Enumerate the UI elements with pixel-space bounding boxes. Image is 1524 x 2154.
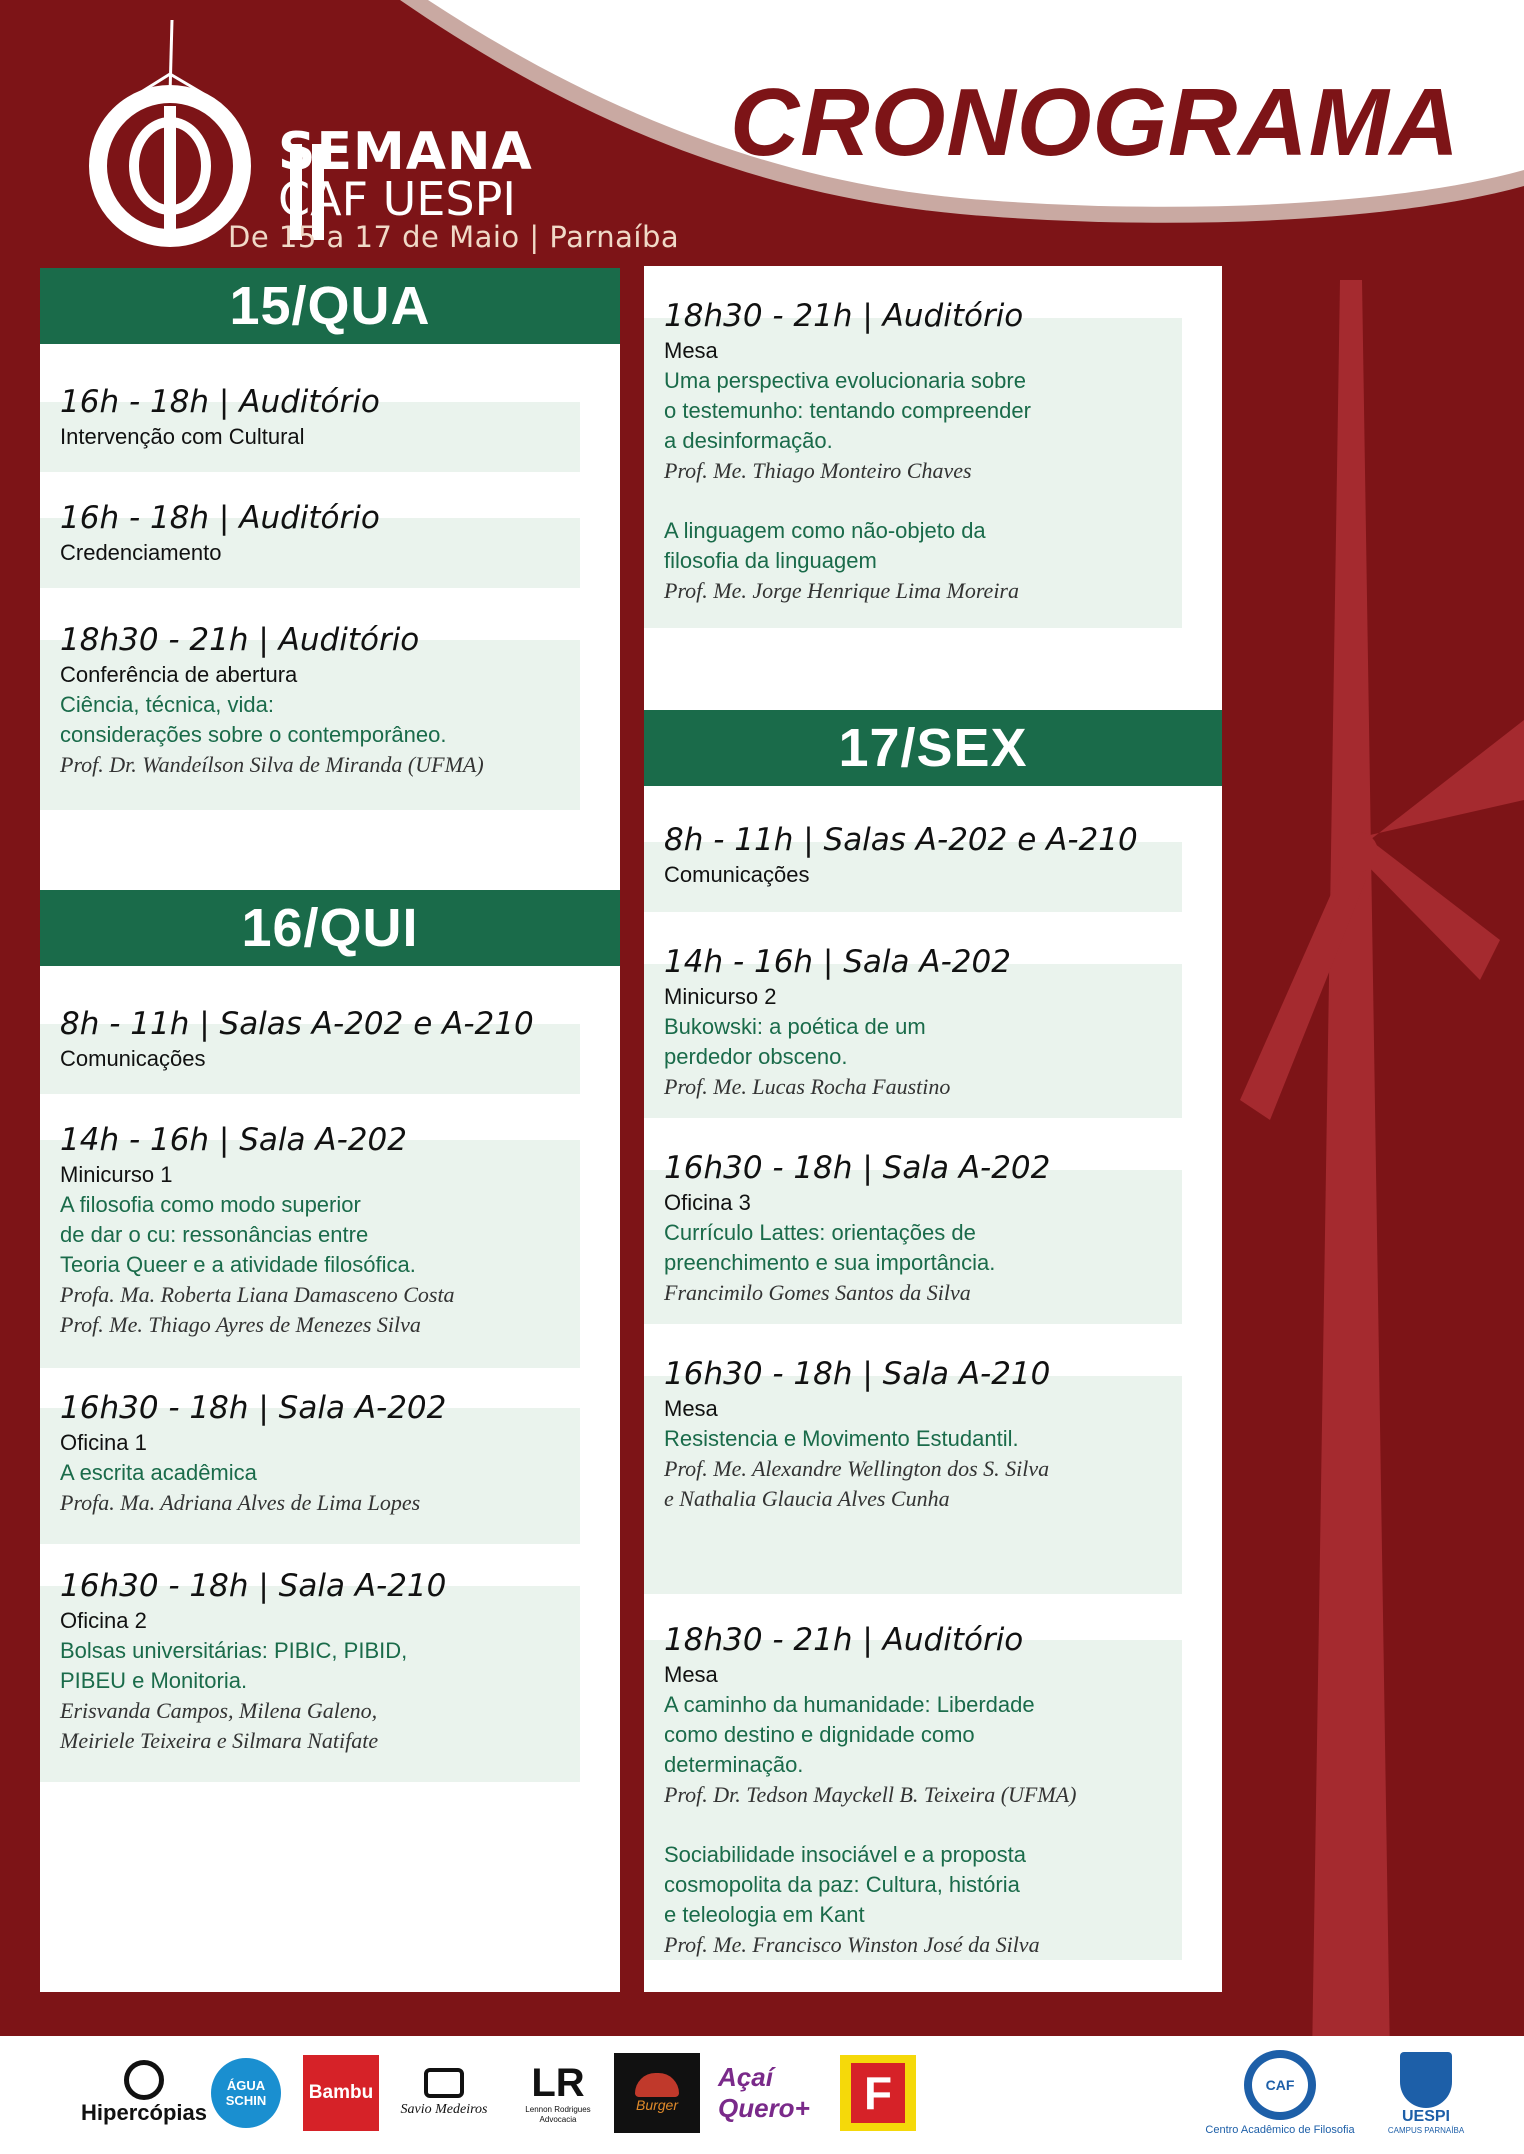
sponsor-name: Hipercópias — [81, 2100, 207, 2125]
entry-topic: a desinformação. — [664, 428, 833, 453]
caf-abbr: CAF — [1265, 2077, 1295, 2093]
sponsor-strip — [0, 2036, 1524, 2154]
entry-topic: Bolsas universitárias: PIBIC, PIBID, — [60, 1638, 408, 1663]
university-crest-icon — [1400, 2052, 1452, 2108]
entry-topic: Resistencia e Movimento Estudantil. — [664, 1426, 1019, 1451]
entry-speaker: Prof. Me. Lucas Rocha Faustino — [664, 1074, 951, 1099]
day-header-17-sex: 17/SEX — [644, 710, 1222, 786]
day-header-15-qua: 15/QUA — [40, 268, 620, 344]
phi-icon — [1244, 2050, 1316, 2120]
entry-speaker: e Nathalia Glaucia Alves Cunha — [664, 1486, 950, 1511]
page-title: CRONOGRAMA — [730, 69, 1460, 176]
entry-time: 14h - 16h | Sala A-202 — [664, 944, 1011, 980]
entry-time: 16h30 - 18h | Sala A-202 — [60, 1390, 447, 1426]
entry-kind: Comunicações — [60, 1046, 206, 1071]
schedule-entry — [664, 1620, 1202, 1960]
sponsor-name: ÁGUA SCHIN — [225, 2078, 267, 2108]
acai-logo-icon — [718, 2050, 832, 2136]
uespi-logo — [1376, 2050, 1476, 2136]
schedule-entry — [664, 942, 1202, 1102]
entry-topic: como destino e dignidade como — [664, 1722, 975, 1747]
schedule-panel-right — [644, 266, 1222, 1992]
law-office-logo-icon: LR Lennon Rodrigues Advocacia — [510, 2050, 606, 2136]
entry-topic: PIBEU e Monitoria. — [60, 1668, 248, 1693]
entry-speaker: Prof. Dr. Wandeílson Silva de Miranda (UFMA) — [60, 752, 484, 777]
uespi-campus: CAMPUS PARNAÍBA — [1387, 2125, 1465, 2135]
day-header-16-qui: 16/QUI — [40, 890, 620, 966]
caf-name: Centro Acadêmico de Filosofia — [1205, 2124, 1355, 2136]
schedule-entry — [60, 1120, 600, 1340]
entry-time: 16h30 - 18h | Sala A-210 — [60, 1568, 447, 1604]
entry-topic: determinação. — [664, 1752, 804, 1777]
schedule-entry — [60, 498, 600, 568]
entry-topic: A linguagem como não-objeto da — [664, 518, 986, 543]
entry-speaker: Meiriele Teixeira e Silmara Natifate — [60, 1728, 379, 1753]
schedule-entry — [60, 620, 600, 780]
entry-topic: Ciência, técnica, vida: — [60, 692, 274, 717]
schedule-entry — [664, 820, 1202, 890]
sponsor-name: Bambu — [308, 2082, 374, 2103]
entry-topic: de dar o cu: ressonâncias entre — [60, 1222, 369, 1247]
entry-topic: e teleologia em Kant — [664, 1902, 865, 1927]
entry-time: 18h30 - 21h | Auditório — [664, 298, 1024, 334]
entry-speaker: Prof. Dr. Tedson Mayckell B. Teixeira (UFMA) — [664, 1782, 1077, 1807]
entry-topic: Bukowski: a poética de um — [664, 1014, 926, 1039]
entry-speaker: Francimilo Gomes Santos da Silva — [664, 1280, 971, 1305]
schedule-entry — [60, 1388, 600, 1518]
entry-time: 16h30 - 18h | Sala A-210 — [664, 1356, 1051, 1392]
entry-kind: Minicurso 2 — [664, 984, 777, 1009]
entry-kind: Credenciamento — [60, 540, 222, 565]
camera-logo-icon — [394, 2050, 494, 2136]
entry-kind: Minicurso 1 — [60, 1162, 173, 1187]
entry-speaker: Profa. Ma. Adriana Alves de Lima Lopes — [60, 1490, 421, 1515]
bambu-logo-icon — [302, 2050, 380, 2136]
schedule-entry — [664, 1354, 1202, 1514]
entry-kind: Oficina 3 — [664, 1190, 751, 1215]
entry-speaker: Prof. Me. Francisco Winston José da Silva — [664, 1932, 1040, 1957]
schedule-entry — [664, 1148, 1202, 1308]
event-name-line1: SEMANA — [278, 122, 533, 182]
entry-time: 16h - 18h | Auditório — [60, 500, 380, 536]
schedule-entry — [60, 1004, 600, 1074]
entry-speaker: Prof. Me. Thiago Monteiro Chaves — [664, 458, 972, 483]
copy-center-logo-icon — [81, 2050, 207, 2136]
uespi-name: UESPI — [1401, 2107, 1450, 2125]
event-name-line2: CAF UESPI — [278, 172, 516, 226]
entry-kind: Mesa — [664, 338, 718, 363]
entry-kind: Comunicações — [664, 862, 810, 887]
entry-kind: Mesa — [664, 1396, 718, 1421]
caf-logo — [1200, 2050, 1360, 2136]
entry-topic: Teoria Queer e a atividade filosófica. — [60, 1252, 416, 1277]
entry-time: 16h30 - 18h | Sala A-202 — [664, 1150, 1051, 1186]
schedule-entry — [664, 296, 1202, 606]
f-logo-icon — [838, 2050, 918, 2136]
entry-topic: considerações sobre o contemporâneo. — [60, 722, 447, 747]
entry-topic: perdedor obsceno. — [664, 1044, 848, 1069]
sponsor-name: Burger — [635, 2097, 679, 2113]
entry-topic: preenchimento e sua importância. — [664, 1250, 996, 1275]
entry-topic: A filosofia como modo superior — [60, 1192, 361, 1217]
sponsor-name: Savio Medeiros — [400, 2102, 488, 2117]
entry-time: 18h30 - 21h | Auditório — [60, 622, 420, 658]
entry-speaker: Erisvanda Campos, Milena Galeno, — [60, 1698, 378, 1723]
entry-topic: Uma perspectiva evolucionaria sobre — [664, 368, 1026, 393]
schedule-entry — [60, 382, 600, 452]
entry-time: 18h30 - 21h | Auditório — [664, 1622, 1024, 1658]
sponsor-name: Lennon Rodrigues Advocacia — [525, 2105, 591, 2124]
entry-topic: Currículo Lattes: orientações de — [664, 1220, 976, 1245]
entry-topic: filosofia da linguagem — [664, 548, 877, 573]
entry-topic: Sociabilidade insociável e a proposta — [664, 1842, 1027, 1867]
schedule-panel-left — [40, 268, 620, 1992]
event-dates: De 15 a 17 de Maio | Parnaíba — [228, 220, 680, 254]
schedule-entry — [60, 1566, 600, 1756]
entry-time: 14h - 16h | Sala A-202 — [60, 1122, 407, 1158]
entry-kind: Oficina 1 — [60, 1430, 147, 1455]
entry-topic: cosmopolita da paz: Cultura, história — [664, 1872, 1020, 1897]
wind-turbine-icon — [1180, 240, 1524, 2060]
entry-kind: Intervenção com Cultural — [60, 424, 305, 449]
entry-topic: o testemunho: tentando compreender — [664, 398, 1031, 423]
entry-kind: Conferência de abertura — [60, 662, 298, 687]
sponsor-name: Açaí Quero+ — [718, 2062, 810, 2123]
entry-speaker: Profa. Ma. Roberta Liana Damasceno Costa — [60, 1282, 455, 1307]
sponsor-name: F — [863, 2067, 893, 2119]
entry-speaker: Prof. Me. Alexandre Wellington dos S. Silva — [664, 1456, 1050, 1481]
entry-topic: A escrita acadêmica — [60, 1460, 257, 1485]
entry-topic: A caminho da humanidade: Liberdade — [664, 1692, 1035, 1717]
entry-kind: Oficina 2 — [60, 1608, 147, 1633]
entry-time: 8h - 11h | Salas A-202 e A-210 — [60, 1006, 534, 1042]
entry-speaker: Prof. Me. Thiago Ayres de Menezes Silva — [60, 1312, 421, 1337]
entry-kind: Mesa — [664, 1662, 718, 1687]
entry-speaker: Prof. Me. Jorge Henrique Lima Moreira — [664, 578, 1019, 603]
water-brand-logo-icon — [210, 2050, 282, 2136]
entry-time: 8h - 11h | Salas A-202 e A-210 — [664, 822, 1138, 858]
burger-logo-icon — [614, 2050, 700, 2136]
entry-time: 16h - 18h | Auditório — [60, 384, 380, 420]
